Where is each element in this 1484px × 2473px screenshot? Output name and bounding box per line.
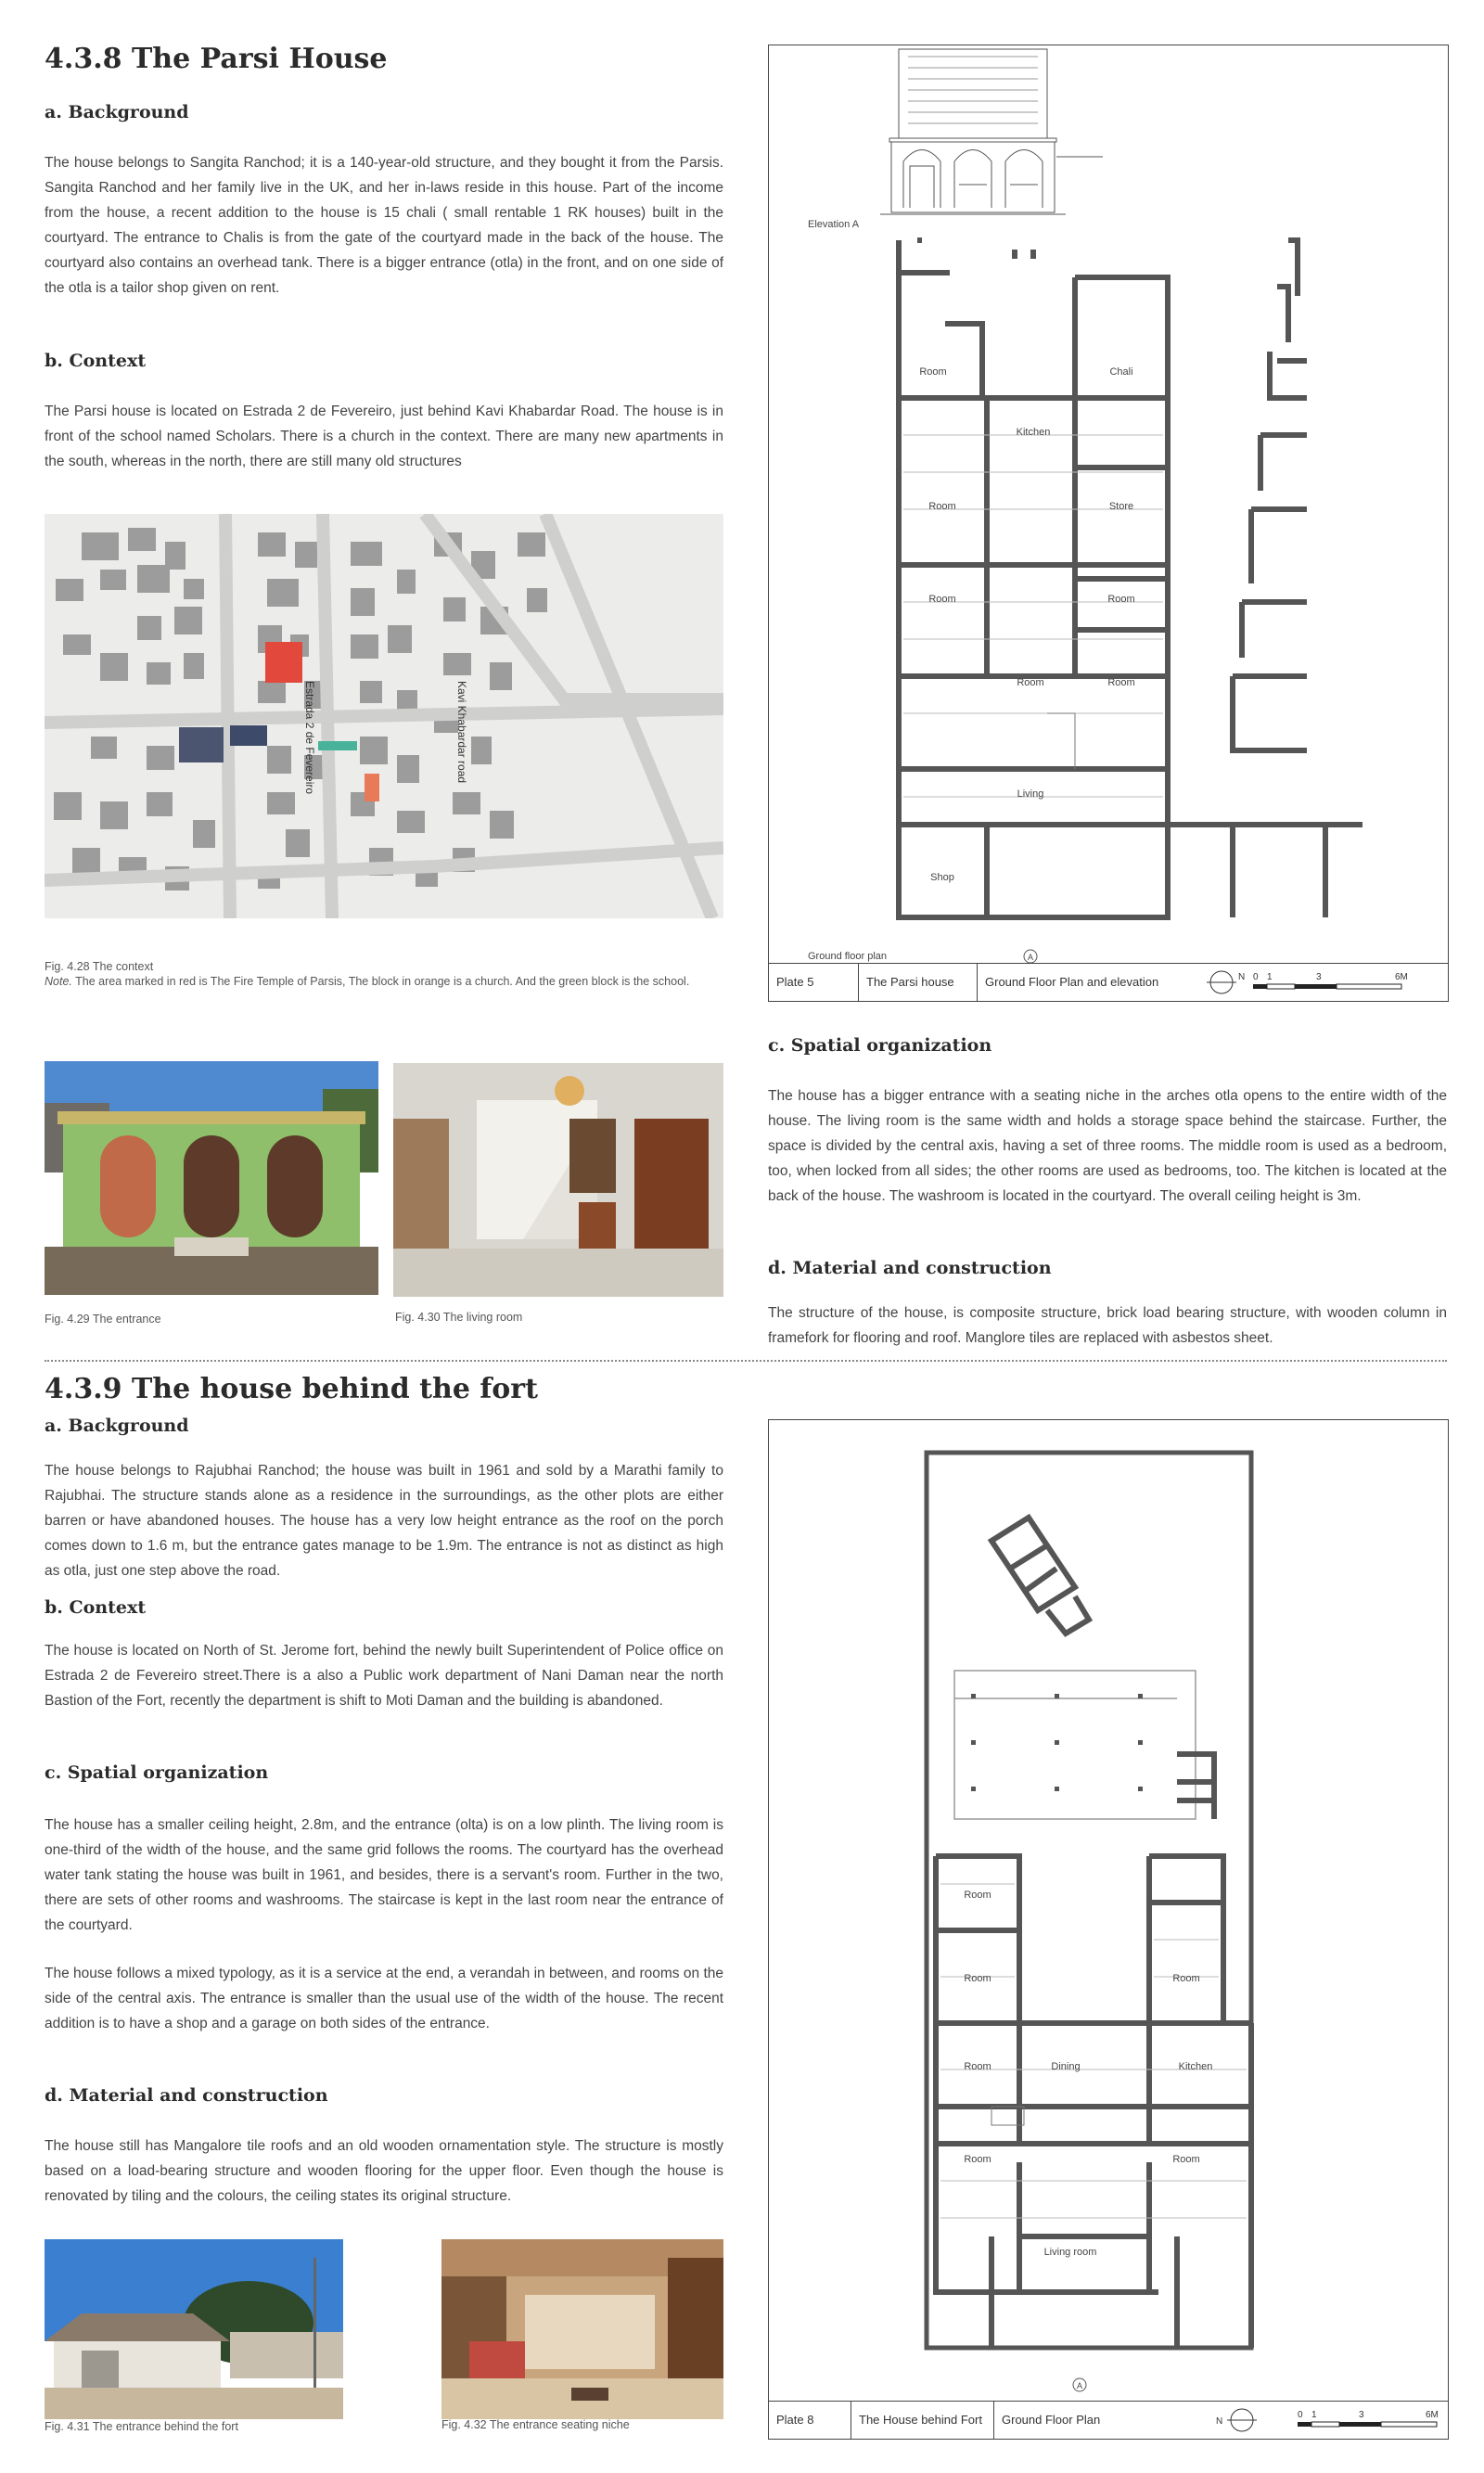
heading-background: a. Background [45, 102, 189, 122]
room-label: Living room [1043, 2247, 1097, 2258]
paragraph-material: The house still has Mangalore tile roofs and an old wooden ornamentation style. The structure is mostly based on a load-bearing structure and wooden flooring for the upper floor. Even though the house is renovated by tiling and the colours, the ceiling states its original structure. [45, 2138, 723, 2204]
heading-spatial: c. Spatial organization [768, 1035, 992, 1056]
room-label: Shop [930, 872, 954, 883]
photo-entrance-behind-fort [45, 2239, 343, 2419]
plate-description: Ground Floor Plan and elevation [977, 964, 1199, 1001]
room-label: Room [919, 366, 947, 378]
photo-parsi-entrance [45, 1061, 378, 1295]
scale-label: 3 [1359, 2410, 1364, 2420]
map-road-label-estrada: Estrada 2 de Fevereiro [303, 681, 316, 795]
paragraph-background: The house belongs to Rajubhai Ranchod; the house was built in 1961 and sold by a Marathi family to Rajubhai. The structure stands alone as a residence in the surroundings, as the other plots are either barren or have abandoned houses. The house has a very low height entrance as the roof on the porch comes down to 1.6 m, but the entrance gates manage to be 1.9m. The entrance is not as distinct as high as otla, just one step above the road. [45, 1463, 723, 1579]
paragraph-spatial: The house has a bigger entrance with a seating niche in the arches otla opens to the entire width of the house. The living room is the same width and holds a storage space behind the staircase. Further, the space is divided by the central axis, having a set of three rooms. The middle room is used as a bedroom, too, when locked from all sides; the other rooms are used as bedrooms, too. The kitchen is located at the back of the house. The washroom is located in the courtyard. The overall ceiling height is 3m. [768, 1088, 1447, 1204]
room-label: Room [1107, 677, 1135, 688]
plate-8-legend [769, 2401, 1448, 2439]
plan-label: Ground floor plan [808, 951, 887, 962]
paragraph-context: The house is located on North of St. Jerome fort, behind the newly built Superintendent of Police office on Estrada 2 de Fevereiro street.There is a also a Public work department of Nani Daman near the north Bastion of the Fort, recently the department is shift to Moti Daman and the building is abandoned. [45, 1643, 723, 1709]
fig-entrance-fort-caption: Fig. 4.31 The entrance behind the fort [45, 2420, 238, 2433]
paragraph-spatial-2: The house follows a mixed typology, as it is a service at the end, a verandah in between, and rooms on the side of the central axis. The entrance is smaller than the usual use of the width of the house. The recent addition is to have a shop and a garage on both sides of the entrance. [45, 1966, 723, 2031]
room-label: Chali [1109, 366, 1133, 378]
plate-5-legend [769, 963, 1448, 1001]
fig-living-caption: Fig. 4.30 The living room [395, 1311, 523, 1324]
section-divider [45, 1360, 1447, 1362]
room-label: Living [1017, 788, 1044, 800]
room-label: Room [964, 1973, 991, 1984]
paragraph-spatial-1: The house has a smaller ceiling height, 2.8m, and the entrance (olta) is on a low plinth. The living room is one-third of the width of the house, and the same grid follows the rooms. The courtyard has the overhead water tank stating the house was built in 1961, and besides, there is a servant's room. Further in the two, there are sets of other rooms and washrooms. The staircase is kept in the last room near the entrance of the courtyard. [45, 1817, 723, 1933]
section-title-parsi-house: 4.3.8 The Parsi House [45, 43, 388, 75]
north-label: N [1216, 2416, 1223, 2427]
heading-context: b. Context [45, 1597, 147, 1618]
plate-8-house-behind-fort [768, 1419, 1449, 2440]
scale-label: 0 [1298, 2410, 1303, 2420]
section-title-house-behind-fort: 4.3.9 The house behind the fort [45, 1373, 538, 1405]
plate-description: Ground Floor Plan [993, 2402, 1160, 2439]
plate-number: Plate 8 [776, 2413, 814, 2427]
room-label: Room [964, 2061, 991, 2072]
scale-label: 1 [1311, 2410, 1317, 2420]
north-scale-icon [1205, 964, 1446, 1001]
fig-entrance-caption: Fig. 4.29 The entrance [45, 1313, 161, 1326]
room-label: Dining [1051, 2061, 1081, 2072]
scale-label: 6M [1426, 2410, 1439, 2420]
scale-label: 0 [1253, 972, 1259, 982]
room-label: Room [1172, 2154, 1200, 2165]
heading-background: a. Background [45, 1416, 189, 1436]
paragraph-material: The structure of the house, is composite structure, brick load bearing structure, with wooden column in framefork for flooring and roof. Manglore tiles are replaced with asbestos sheet. [768, 1305, 1447, 1346]
room-label: Store [1108, 501, 1134, 512]
section-marker: A [1027, 953, 1034, 962]
heading-material: d. Material and construction [45, 2085, 328, 2106]
room-label: Room [1172, 1973, 1200, 1984]
room-label: Room [1107, 594, 1135, 605]
scale-label: 1 [1267, 972, 1273, 982]
paragraph-background: The house belongs to Sangita Ranchod; it is a 140-year-old structure, and they bought it from the Parsis. Sangita Ranchod and her family live in the UK, and her in-laws reside in this house. Part of the income from the house, a recent addition to the house is 15 chali ( small rentable 1 RK houses) built in the courtyard. The entrance to Chalis is from the gate of the courtyard made in the back of the house. The courtyard also contains an overhead tank. There is a bigger entrance (otla) in the front, and on one side of the otla is a tailor shop given on rent. [45, 155, 723, 296]
room-label: Room [928, 501, 956, 512]
scale-label: 6M [1395, 972, 1408, 982]
map-road-label-kavi: Kavi Khabardar road [455, 681, 468, 784]
heading-spatial: c. Spatial organization [45, 1762, 269, 1783]
section-marker: A [1076, 2381, 1083, 2390]
heading-context: b. Context [45, 351, 147, 371]
north-label: N [1238, 972, 1246, 982]
photo-entrance-seating-niche [441, 2239, 723, 2419]
elevation-label: Elevation A [808, 219, 860, 230]
plate-name: The Parsi house [858, 964, 977, 1001]
north-scale-icon [1205, 2402, 1446, 2439]
plate-name: The House behind Fort [851, 2402, 993, 2439]
room-label: Room [928, 594, 956, 605]
room-label: Kitchen [1016, 427, 1051, 438]
photo-parsi-living-room [393, 1063, 723, 1297]
fig-niche-caption: Fig. 4.32 The entrance seating niche [441, 2418, 630, 2431]
heading-material: d. Material and construction [768, 1258, 1052, 1278]
paragraph-context: The Parsi house is located on Estrada 2 de Fevereiro, just behind Kavi Khabardar Road. The house is in front of the school named Scholars. There is a church in the context. There are many new apartments in the south, whereas in the north, there are still many old structures [45, 404, 723, 469]
room-label: Room [1017, 677, 1044, 688]
room-label: Room [964, 2154, 991, 2165]
fig-context-caption: Fig. 4.28 The context Note. The area marked in red is The Fire Temple of Parsis, The block in orange is a church. And the green block is the school. [45, 960, 690, 988]
room-label: Room [964, 1890, 991, 1901]
scale-label: 3 [1316, 972, 1322, 982]
room-label: Kitchen [1178, 2061, 1213, 2072]
plate-number: Plate 5 [776, 975, 814, 989]
plate-5-parsi-house [768, 45, 1449, 1002]
context-map [45, 514, 723, 918]
